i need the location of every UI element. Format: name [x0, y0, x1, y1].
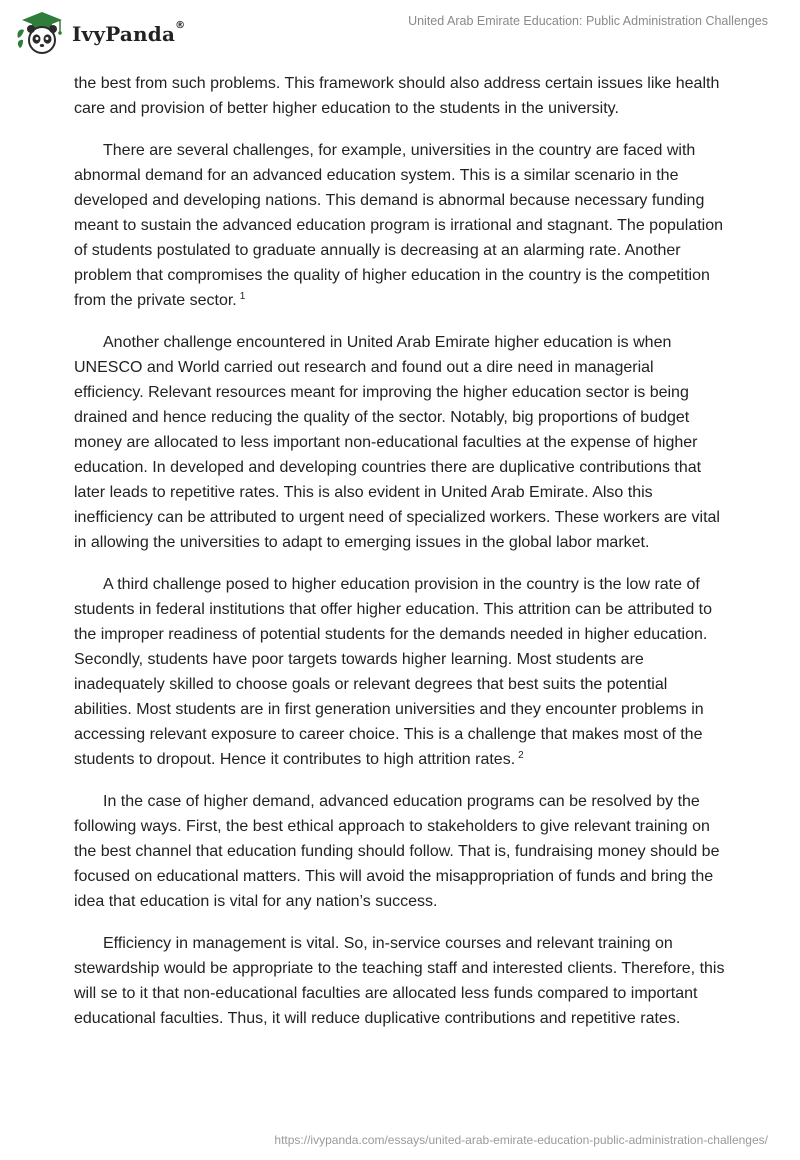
panda-graduation-cap-icon	[14, 8, 66, 56]
essay-body	[74, 71, 726, 1048]
footnote-marker[interactable]: 2	[518, 750, 524, 761]
paragraph-text: In the case of higher demand, advanced education programs can be resolved by the following ways. First, the best ethical approach to stakeholders to give relevant training on the best channel that education funding should follow. That is, fundraising money should be focused on educational matters. This will avoid the misappropriation of funds and bring the idea that education is vital for any nation’s success.	[74, 793, 720, 910]
registered-mark: ®	[175, 20, 186, 31]
document-title: United Arab Emirate Education: Public Administration Challenges	[408, 14, 768, 28]
paragraph	[74, 931, 726, 1031]
footnote-marker[interactable]: 1	[239, 291, 246, 302]
paragraph	[74, 330, 726, 555]
paragraph	[74, 138, 726, 313]
paragraph-text: the best from such problems. This framework should also address certain issues like health care and provision of better higher education to the students in the university.	[74, 75, 720, 117]
paragraph	[74, 572, 726, 772]
logo-text: IvyPanda	[72, 22, 176, 46]
paragraph-text: There are several challenges, for example, universities in the country are faced with abnormal demand for an advanced education system. This is a similar scenario in the developed and developing nations. This demand is abnormal because necessary funding meant to sustain the advanced education program is irrational and stagnant. The population of students postulated to graduate annually is decreasing at an alarming rate. Another problem that compromises the quality of higher education in the country is the competition from the private sector.	[74, 142, 724, 309]
source-url[interactable]: https://ivypanda.com/essays/united-arab-emirate-education-public-administration-challenges/	[274, 1133, 768, 1147]
logo-wordmark	[72, 22, 185, 46]
paragraph-text: A third challenge posed to higher education provision in the country is the low rate of students in federal institutions that offer higher education. This attrition can be attributed to the improper readiness of potential students for the demands needed in higher education. Secondly, students have poor targets towards higher learning. Most students are inadequately skilled to choose goals or relevant degrees that best suits the potential abilities. Most students are in first generation universities and they encounter problems in accessing relevant exposure to career choice. This is a challenge that makes most of the students to dropout. Hence it contributes to high attrition rates.	[74, 576, 713, 768]
page-header	[0, 0, 800, 62]
paragraph	[74, 71, 726, 121]
ivypanda-logo-link[interactable]	[14, 8, 185, 56]
paragraph-text: Efficiency in management is vital. So, in-service courses and relevant training on stewardship would be appropriate to the teaching staff and interested clients. Therefore, this will se to it that non-educational faculties are allocated less funds compared to important educational faculties. Thus, it will reduce duplicative contributions and repetitive rates.	[74, 935, 725, 1027]
paragraph-text: Another challenge encountered in United Arab Emirate higher education is when UNESCO and World carried out research and found out a dire need in managerial efficiency. Relevant resources meant for improving the higher education sector is being drained and hence reducing the quality of the sector. Notably, big proportions of budget money are allocated to less important non-educational faculties at the expense of higher education. In developed and developing countries there are duplicative contributions that later leads to repetitive rates. This is also evident in United Arab Emirate. Also this inefficiency can be attributed to urgent need of specialized workers. These workers are vital in allowing the universities to adapt to emerging issues in the global labor market.	[74, 334, 720, 551]
paragraph	[74, 789, 726, 914]
